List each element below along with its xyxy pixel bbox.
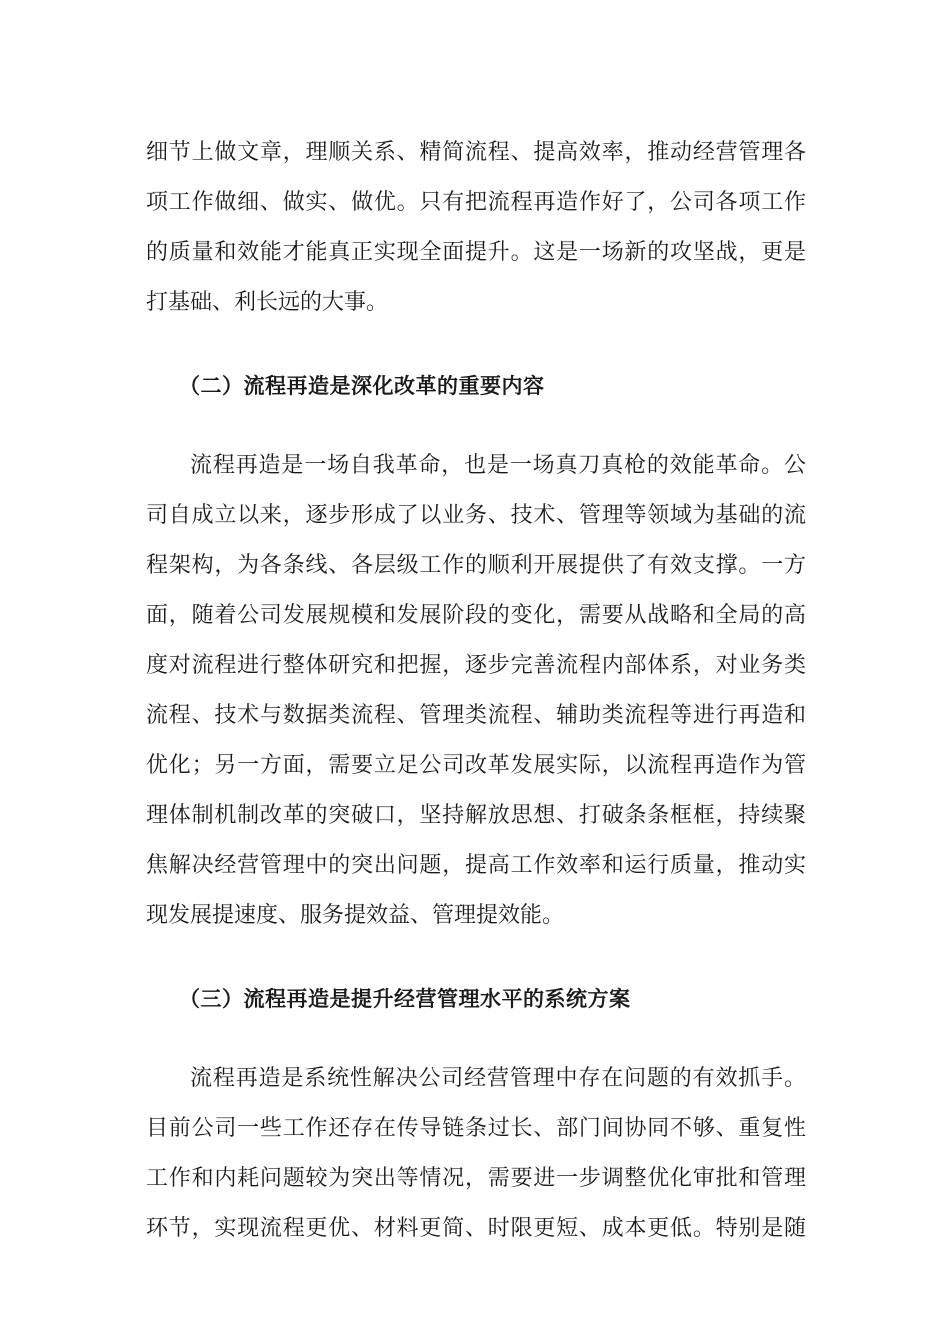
paragraph-line: 环节，实现流程更优、材料更简、时限更短、成本更低。特别是随 [146,1216,806,1241]
paragraph-line: 目前公司一些工作还存在传导链条过长、部门间协同不够、重复性 [146,1116,806,1141]
section-heading-2: （二）流程再造是深化改革的重要内容 [179,374,545,398]
paragraph-line: 流程再造是系统性解决公司经营管理中存在问题的有效抓手。 [190,1066,806,1091]
paragraph-line: 流程再造是一场自我革命，也是一场真刀真枪的效能革命。公 [190,453,806,478]
paragraph-line: 工作和内耗问题较为突出等情况，需要进一步调整优化审批和管理 [146,1166,806,1191]
paragraph-line: 流程、技术与数据类流程、管理类流程、辅助类流程等进行再造和 [146,703,806,728]
document-body [146,128,806,1254]
paragraph-line: 面，随着公司发展规模和发展阶段的变化，需要从战略和全局的高 [146,603,806,628]
paragraph-line: 焦解决经营管理中的突出问题，提高工作效率和运行质量，推动实 [146,853,806,878]
paragraph-line: 打基础、利长远的大事。 [146,290,389,315]
paragraph-1 [146,128,806,328]
paragraph-line: 优化；另一方面，需要立足公司改革发展实际，以流程再造作为管 [146,753,806,778]
section-heading-3: （三）流程再造是提升经营管理水平的系统方案 [179,987,631,1011]
paragraph-line: 项工作做细、做实、做优。只有把流程再造作好了，公司各项工作 [146,190,806,215]
paragraph-line: 的质量和效能才能真正实现全面提升。这是一场新的攻坚战，更是 [146,240,806,265]
paragraph-line: 理体制机制改革的突破口，坚持解放思想、打破条条框框，持续聚 [146,803,806,828]
paragraph-line: 司自成立以来，逐步形成了以业务、技术、管理等领域为基础的流 [146,503,806,528]
paragraph-line: 程架构，为各条线、各层级工作的顺利开展提供了有效支撑。一方 [146,553,806,578]
paragraph-line: 度对流程进行整体研究和把握，逐步完善流程内部体系，对业务类 [146,653,806,678]
paragraph-line: 现发展提速度、服务提效益、管理提效能。 [146,903,565,928]
paragraph-3 [146,1054,806,1254]
paragraph-line: 细节上做文章，理顺关系、精简流程、提高效率，推动经营管理各 [146,140,806,165]
paragraph-2 [146,441,806,941]
